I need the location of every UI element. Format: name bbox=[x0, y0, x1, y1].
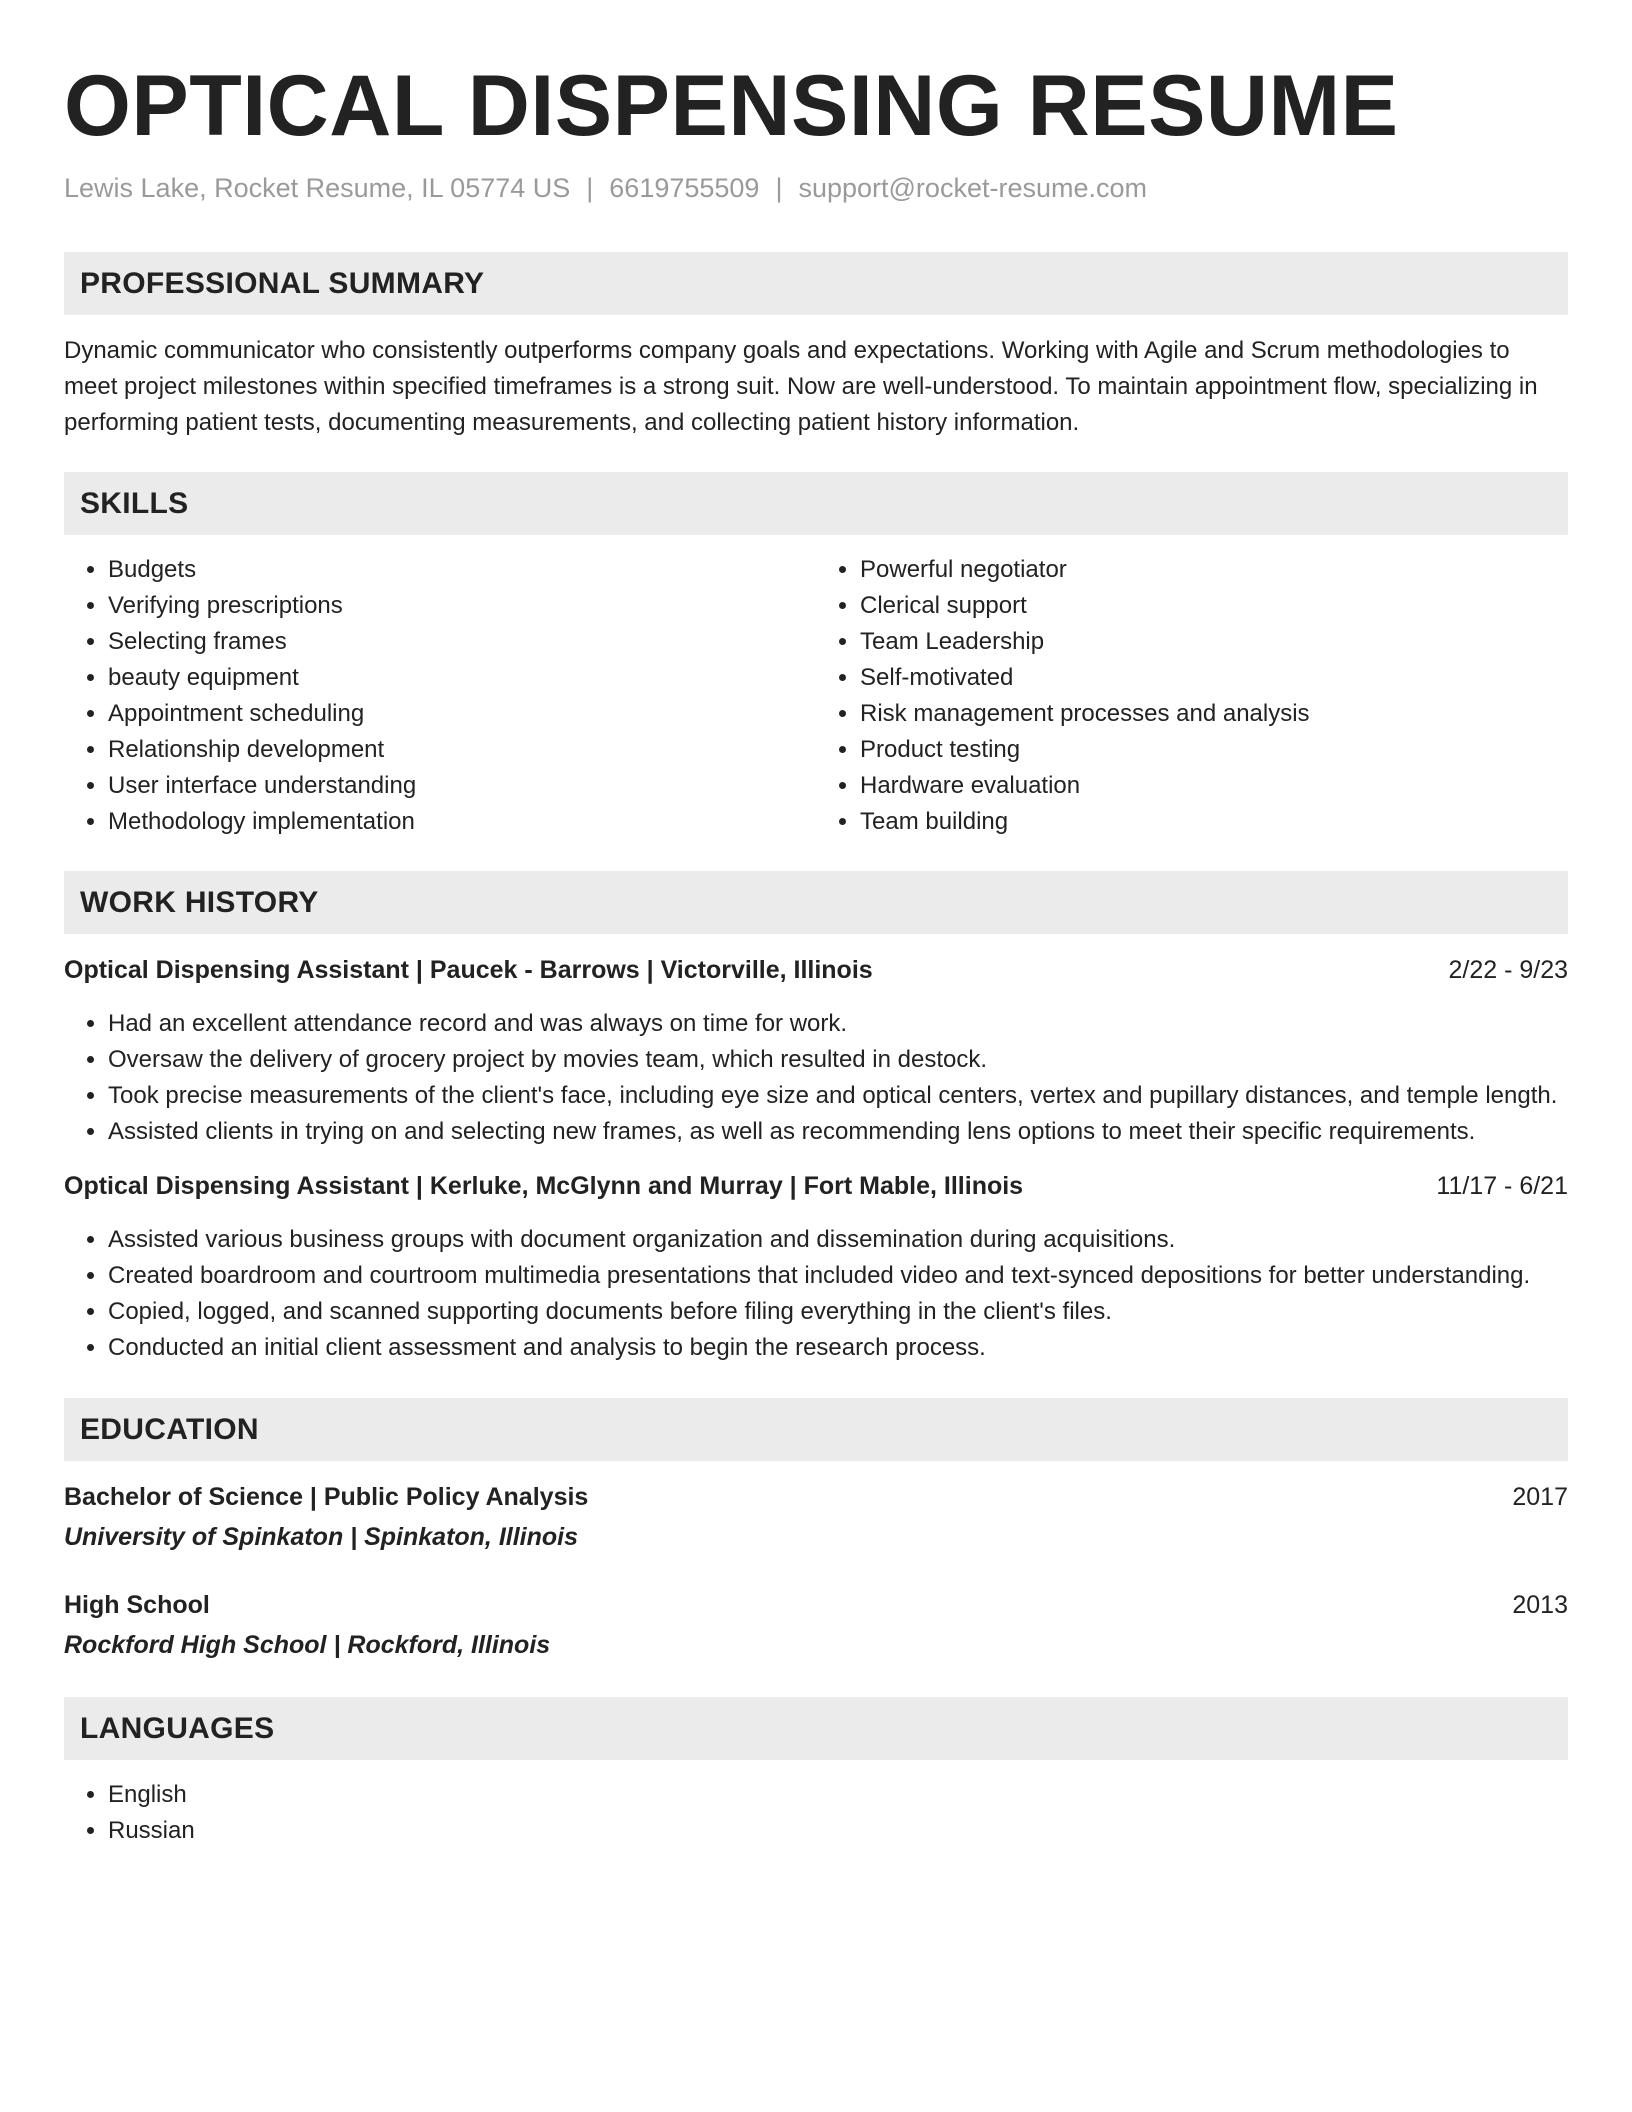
job-bullet-list bbox=[64, 1222, 1568, 1366]
job-bullet: • Copied, logged, and scanned supporting documents before filing everything in the client's files. bbox=[108, 1294, 1568, 1330]
skills-grid bbox=[64, 552, 1568, 840]
job-title: Optical Dispensing Assistant | Paucek - Barrows | Victorville, Illinois bbox=[64, 956, 873, 984]
education-year: 2013 bbox=[1512, 1591, 1568, 1619]
skill-item: • Hardware evaluation bbox=[860, 768, 1568, 804]
job-dates: 2/22 - 9/23 bbox=[1448, 956, 1568, 984]
skill-item: • Risk management processes and analysis bbox=[860, 696, 1568, 732]
skill-item: • Methodology implementation bbox=[108, 804, 816, 840]
skills-column-left bbox=[64, 552, 816, 840]
education-degree: High School bbox=[64, 1591, 210, 1619]
language-item: • English bbox=[108, 1777, 1568, 1813]
skill-item: • Relationship development bbox=[108, 732, 816, 768]
job-bullet: • Had an excellent attendance record and was always on time for work. bbox=[108, 1006, 1568, 1042]
skills-column-right bbox=[816, 552, 1568, 840]
job-bullet: • Created boardroom and courtroom multimedia presentations that included video and text-synced depositions for better understanding. bbox=[108, 1258, 1568, 1294]
skill-item: • Product testing bbox=[860, 732, 1568, 768]
job-bullet: • Took precise measurements of the client's face, including eye size and optical centers, vertex and pupillary distances, and temple length. bbox=[108, 1078, 1568, 1114]
job-bullet: • Assisted clients in trying on and selecting new frames, as well as recommending lens options to meet their specific requirements. bbox=[108, 1114, 1568, 1150]
job-bullet: • Oversaw the delivery of grocery project by movies team, which resulted in destock. bbox=[108, 1042, 1568, 1078]
education-school: University of Spinkaton | Spinkaton, Illinois bbox=[64, 1523, 579, 1551]
contact-separator: | bbox=[586, 173, 594, 203]
contact-line bbox=[64, 170, 1568, 206]
education-year: 2017 bbox=[1512, 1483, 1568, 1511]
language-list bbox=[64, 1777, 1568, 1849]
contact-address: Lewis Lake, Rocket Resume, IL 05774 US bbox=[64, 173, 571, 203]
skill-item: • Self-motivated bbox=[860, 660, 1568, 696]
skill-item: • Powerful negotiator bbox=[860, 552, 1568, 588]
contact-email: support@rocket-resume.com bbox=[798, 173, 1147, 203]
job-title: Optical Dispensing Assistant | Kerluke, McGlynn and Murray | Fort Mable, Illinois bbox=[64, 1172, 1024, 1200]
skill-item: • Appointment scheduling bbox=[108, 696, 816, 732]
job-bullet: • Assisted various business groups with document organization and dissemination during acquisitions. bbox=[108, 1222, 1568, 1258]
section-header-work-history: WORK HISTORY bbox=[64, 871, 1568, 934]
section-header-summary: PROFESSIONAL SUMMARY bbox=[64, 252, 1568, 315]
skill-item: • Team building bbox=[860, 804, 1568, 840]
skill-item: • Team Leadership bbox=[860, 624, 1568, 660]
section-header-languages: LANGUAGES bbox=[64, 1697, 1568, 1760]
education-degree: Bachelor of Science | Public Policy Analysis bbox=[64, 1483, 589, 1511]
contact-phone: 6619755509 bbox=[609, 173, 760, 203]
education-header bbox=[64, 1587, 1568, 1623]
skill-item: • Clerical support bbox=[860, 588, 1568, 624]
skill-item: • Budgets bbox=[108, 552, 816, 588]
job-bullet-list bbox=[64, 1006, 1568, 1150]
education-school: Rockford High School | Rockford, Illinois bbox=[64, 1631, 551, 1659]
job-header bbox=[64, 1168, 1568, 1204]
job-bullet: • Conducted an initial client assessment and analysis to begin the research process. bbox=[108, 1330, 1568, 1366]
job-header bbox=[64, 952, 1568, 988]
section-header-skills: SKILLS bbox=[64, 472, 1568, 535]
skill-item: • Verifying prescriptions bbox=[108, 588, 816, 624]
language-item: • Russian bbox=[108, 1813, 1568, 1849]
section-header-education: EDUCATION bbox=[64, 1398, 1568, 1461]
skill-item: • User interface understanding bbox=[108, 768, 816, 804]
contact-separator: | bbox=[775, 173, 783, 203]
skill-item: • beauty equipment bbox=[108, 660, 816, 696]
summary-text: Dynamic communicator who consistently outperforms company goals and expectations. Working with Agile and Scrum methodologies to meet project milestones within specified timeframes is a strong suit. Now are well-understood. To maintain appointment flow, specializing in performing patient tests, documenting measurements, and collecting patient history information. bbox=[64, 337, 1538, 436]
resume-title: OPTICAL DISPENSING RESUME bbox=[64, 58, 1399, 154]
education-header bbox=[64, 1479, 1568, 1515]
job-dates: 11/17 - 6/21 bbox=[1436, 1172, 1568, 1200]
skill-item: • Selecting frames bbox=[108, 624, 816, 660]
